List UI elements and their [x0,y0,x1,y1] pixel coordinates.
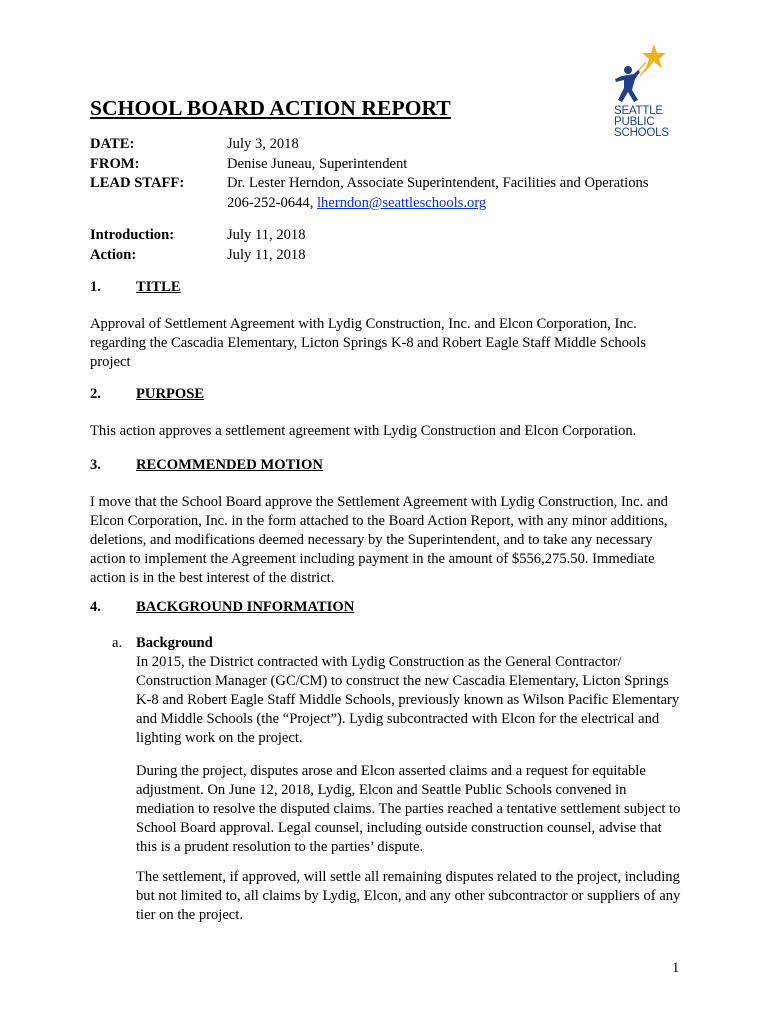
logo-wordmark: SEATTLE PUBLIC SCHOOLS [614,105,669,139]
email-link[interactable]: lherndon@seattleschools.org [317,194,487,211]
subsection-label: Background [136,635,213,651]
section-label: BACKGROUND INFORMATION [136,599,355,615]
report-dates [90,226,306,265]
section-title-heading [90,279,181,296]
section-motion-heading [90,457,323,474]
action-label: Action: [90,246,137,263]
background-paragraph-1: In 2015, the District contracted with Lydig Construction as the General Contractor/ Construction Manager (GC/CM) to construct the new Cascadia Elementary, Licton Springs K-8 and Robert Eagle Staff Middle Schools, previously known as Wilson Pacific Elementary and Middle Schools (the “Project”). Lydig subcontracted with Elcon for the electrical and lighting work on the project. [136,654,680,746]
from-label: FROM: [90,155,140,172]
meta-row-from [90,155,649,175]
report-meta [90,135,649,213]
section-purpose-text: This action approves a settlement agreement with Lydig Construction and Elcon Corporation. [90,423,637,439]
section-background-heading [90,599,354,616]
section-motion-text: I move that the School Board approve the Settlement Agreement with Lydig Construction, Inc. and Elcon Corporation, Inc. in the form attached to the Board Action Report, with any minor additions, deletions, and modifications deemed necessary by the Superintendent, and to take any necessary action to implement the Agreement including payment in the amount of $556,275.50. Immediate action is in the best interest of the district. [90,494,668,586]
subsection-letter: a. [112,635,123,651]
section-label: PURPOSE [136,386,205,402]
section-label: TITLE [136,279,181,295]
page-title: SCHOOL BOARD ACTION REPORT [90,96,451,120]
section-number: 3. [90,457,101,473]
subsection-background-heading [112,634,213,653]
seattle-public-schools-logo [604,42,670,146]
from-value: Denise Juneau, Superintendent [227,155,408,172]
lead-staff-value: Dr. Lester Herndon, Associate Superintendent, Facilities and Operations [227,175,649,191]
meta-row-introduction [90,226,306,246]
contact-value [227,194,486,214]
phone-text: 206-252-0644, [227,194,317,211]
background-paragraph-3: The settlement, if approved, will settle all remaining disputes related to the project, including but not limited to, all claims by Lydig, Elcon, and any other subcontractor or suppliers of any tier on the project. [136,869,681,923]
section-number: 4. [90,599,101,615]
meta-row-lead-staff [90,174,649,194]
date-value: July 3, 2018 [227,136,299,152]
section-number: 1. [90,279,101,295]
action-value: July 11, 2018 [227,246,306,263]
date-label: DATE: [90,136,135,152]
page-number: 1 [672,960,680,976]
section-label: RECOMMENDED MOTION [136,457,323,473]
introduction-value: July 11, 2018 [227,227,306,243]
section-purpose-heading [90,386,204,403]
meta-row-contact [90,194,649,214]
meta-row-action [90,246,306,266]
meta-row-date [90,135,649,155]
section-title-text: Approval of Settlement Agreement with Lydig Construction, Inc. and Elcon Corporation, Inc. regarding the Cascadia Elementary, Licton Springs K-8 and Robert Eagle Staff Middle Schools project [90,316,647,370]
section-number: 2. [90,386,101,402]
lead-staff-label: LEAD STAFF: [90,175,185,191]
background-paragraph-2: During the project, disputes arose and Elcon asserted claims and a request for equitable adjustment. On June 12, 2018, Lydig, Elcon and Seattle Public Schools convened in mediation to resolve the disputed claims. The parties reached a tentative settlement subject to School Board approval. Legal counsel, including outside construction counsel, advise that this is a prudent resolution to the parties’ dispute. [136,763,681,855]
star-figure-icon [604,42,670,106]
introduction-label: Introduction: [90,227,175,243]
